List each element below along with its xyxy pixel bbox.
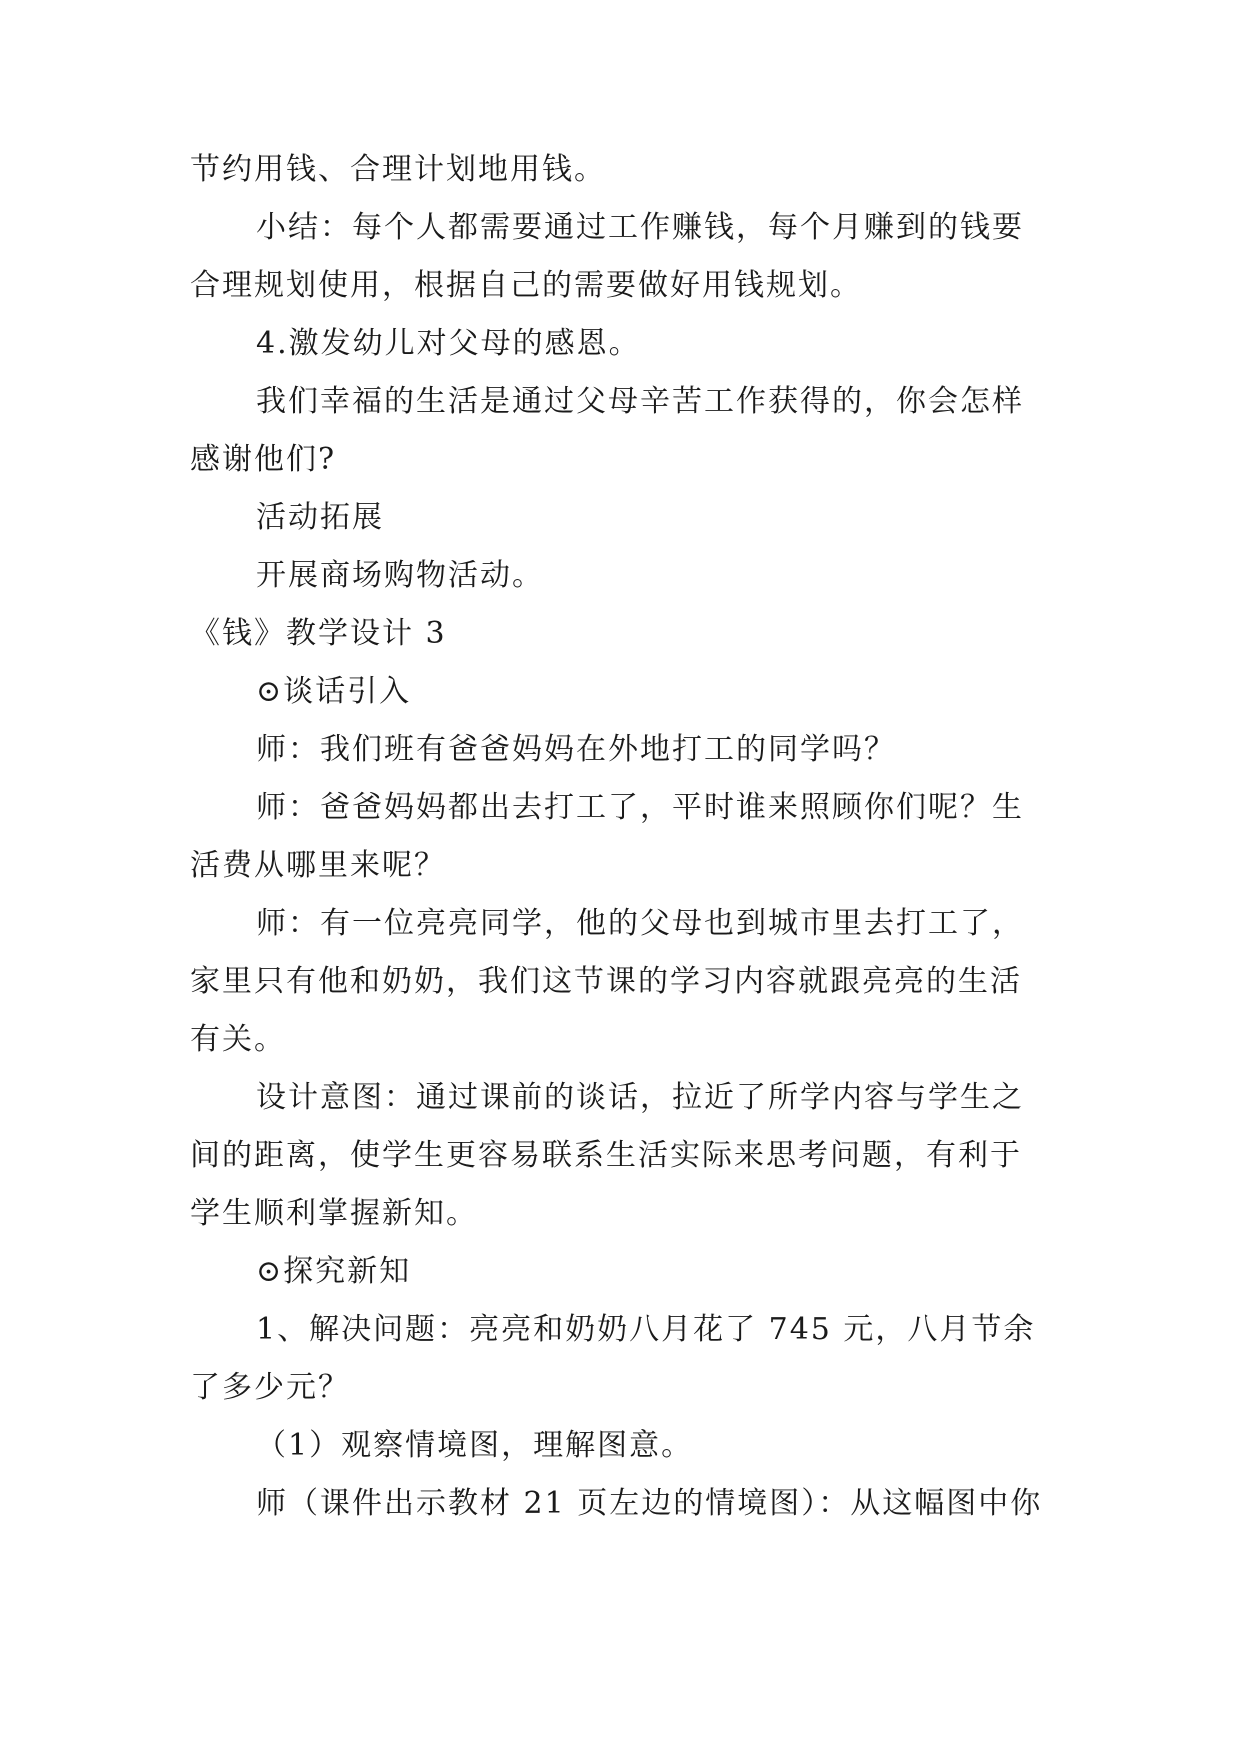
text-line-22: 了多少元？ <box>190 1370 350 1405</box>
text-line-6: 感谢他们? <box>190 442 337 477</box>
text-line-21: 1、解决问题：亮亮和奶奶八月花了 745 元，八月节余 <box>256 1312 1036 1347</box>
text-line-12: 师：爸爸妈妈都出去打工了，平时谁来照顾你们呢？生 <box>256 790 1024 825</box>
text-line-14: 师：有一位亮亮同学，他的父母也到城市里去打工了， <box>256 906 1024 941</box>
text-line-17: 设计意图：通过课前的谈话，拉近了所学内容与学生之 <box>256 1080 1024 1115</box>
text-line-11: 师：我们班有爸爸妈妈在外地打工的同学吗？ <box>256 732 896 767</box>
text-line-1: 节约用钱、合理计划地用钱。 <box>190 152 606 187</box>
text-line-20: ⊙探究新知 <box>256 1254 412 1289</box>
text-line-18: 间的距离，使学生更容易联系生活实际来思考问题，有利于 <box>190 1138 1022 1173</box>
section-heading: 《钱》教学设计 3 <box>190 616 447 651</box>
text-line-16: 有关。 <box>190 1022 286 1057</box>
text-line-5: 我们幸福的生活是通过父母辛苦工作获得的，你会怎样 <box>256 384 1024 419</box>
text-line-3: 合理规划使用，根据自己的需要做好用钱规划。 <box>190 268 862 303</box>
text-line-7: 活动拓展 <box>256 500 384 535</box>
text-line-4: 4.激发幼儿对父母的感恩。 <box>256 326 641 361</box>
text-line-15: 家里只有他和奶奶，我们这节课的学习内容就跟亮亮的生活 <box>190 964 1022 999</box>
text-line-19: 学生顺利掌握新知。 <box>190 1196 478 1231</box>
text-line-24: 师（课件出示教材 21 页左边的情境图）：从这幅图中你 <box>256 1486 1043 1521</box>
text-line-2: 小结：每个人都需要通过工作赚钱，每个月赚到的钱要 <box>256 210 1024 245</box>
text-line-23: （1）观察情境图，理解图意。 <box>256 1428 694 1463</box>
text-line-8: 开展商场购物活动。 <box>256 558 544 593</box>
text-line-13: 活费从哪里来呢？ <box>190 848 446 883</box>
text-line-10: ⊙谈话引入 <box>256 674 412 709</box>
